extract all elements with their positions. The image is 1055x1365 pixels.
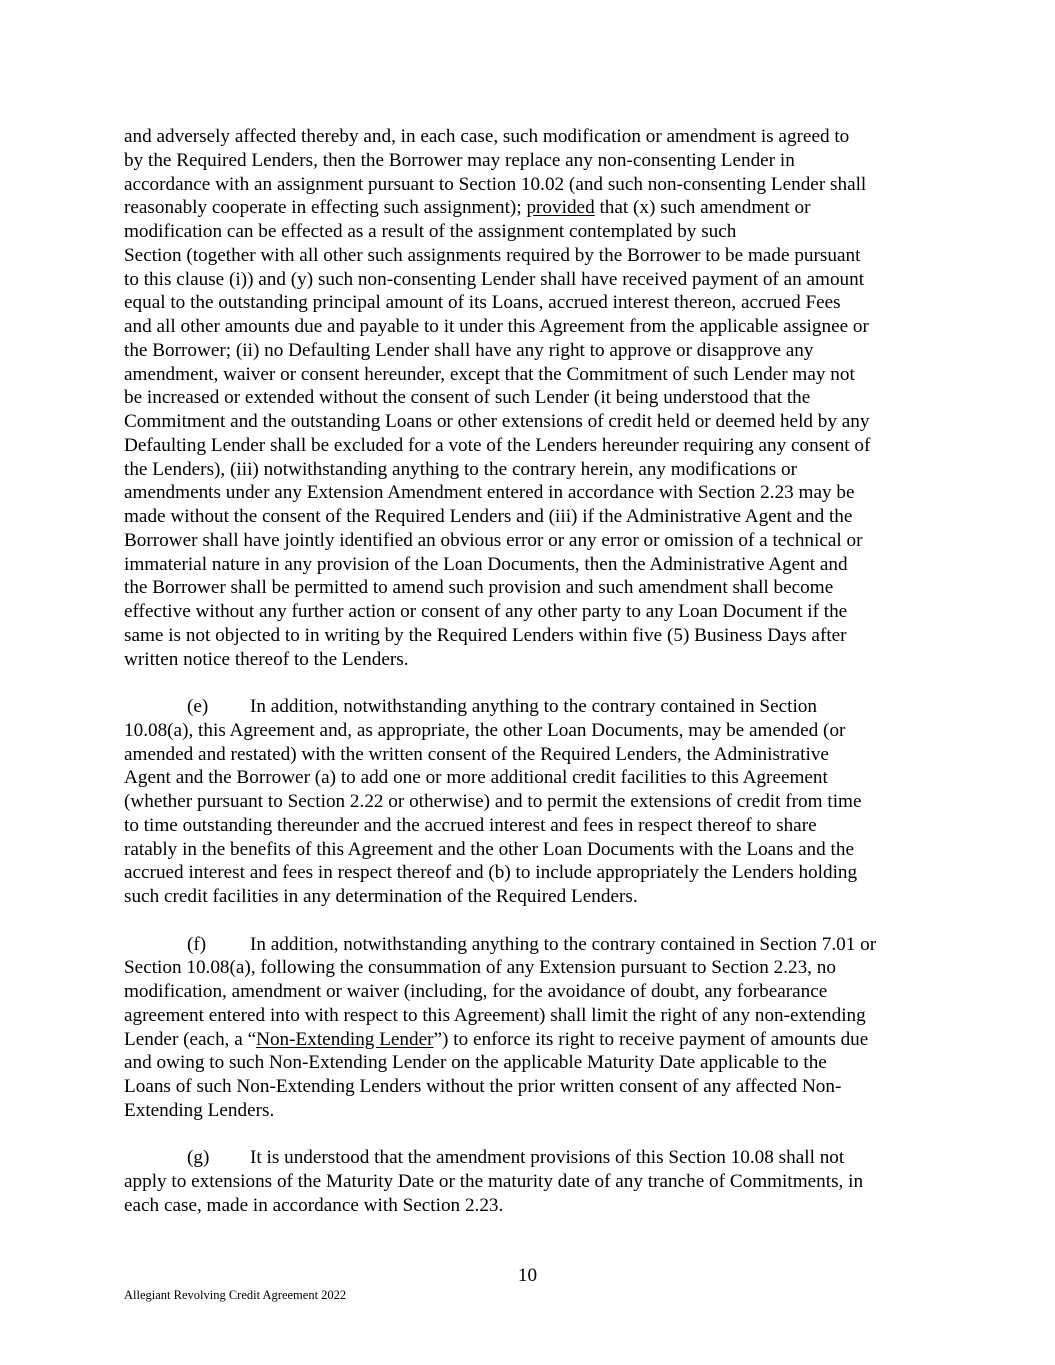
text-segment: the Borrower; (ii) no Defaulting Lender shall have any right to approve or disapprove any xyxy=(124,339,814,361)
text-segment: apply to extensions of the Maturity Date or the maturity date of any tranche of Commitments, in xyxy=(124,1171,864,1192)
text-line xyxy=(124,1051,944,1075)
defined-term: provided xyxy=(526,197,595,219)
text-line xyxy=(124,1028,944,1052)
text-segment: that (x) such amendment or xyxy=(594,197,811,219)
text-segment: by the Required Lenders, then the Borrower may replace any non-consenting Lender in xyxy=(124,149,795,171)
text-line xyxy=(124,268,944,292)
text-line xyxy=(124,600,944,624)
text-line xyxy=(124,766,944,790)
text-line xyxy=(124,885,944,909)
text-segment: equal to the outstanding principal amount of its Loans, accrued interest thereon, accrued Fees xyxy=(124,292,841,314)
text-segment: Defaulting Lender shall be excluded for a vote of the Lenders hereunder requiring any consent of xyxy=(124,434,871,456)
page-number: 10 xyxy=(517,1265,538,1286)
paragraph-g xyxy=(124,1146,944,1217)
text-segment: effective without any further action or consent of any other party to any Loan Document if the xyxy=(124,601,848,622)
text-line xyxy=(124,933,944,957)
text-line xyxy=(124,743,944,767)
text-segment: Agent and the Borrower (a) to add one or more additional credit facilities to this Agreement xyxy=(124,767,828,789)
text-segment: and all other amounts due and payable to it under this Agreement from the applicable assignee or xyxy=(124,316,869,337)
paragraph-marker: (f) xyxy=(187,933,207,955)
text-segment: In addition, notwithstanding anything to the contrary contained in Section xyxy=(250,696,817,717)
text-segment: ratably in the benefits of this Agreement and the other Loan Documents with the Loans and the xyxy=(124,838,854,860)
text-line xyxy=(124,458,944,482)
text-segment: Loans of such Non-Extending Lenders without the prior written consent of any affected Non- xyxy=(124,1076,842,1097)
text-segment: to this clause (i)) and (y) such non-consenting Lender shall have received payment of an amount xyxy=(124,268,865,290)
text-segment: and owing to such Non-Extending Lender on the applicable Maturity Date applicable to the xyxy=(124,1052,827,1074)
text-segment: same is not objected to in writing by the Required Lenders within five (5) Business Days after xyxy=(124,624,847,646)
paragraph-e xyxy=(124,695,944,909)
text-line xyxy=(124,339,944,363)
text-line xyxy=(124,624,944,648)
text-segment: In addition, notwithstanding anything to the contrary contained in Section 7.01 or xyxy=(250,933,877,955)
text-segment: be increased or extended without the consent of such Lender (it being understood that the xyxy=(124,387,811,409)
text-line xyxy=(124,410,944,434)
text-line xyxy=(124,505,944,529)
text-line xyxy=(124,1194,944,1218)
document-body xyxy=(124,125,944,1218)
text-line xyxy=(124,790,944,814)
text-line xyxy=(124,481,944,505)
text-segment: Lender (each, a “ xyxy=(124,1028,257,1050)
text-line xyxy=(124,196,944,220)
text-segment: immaterial nature in any provision of the Loan Documents, then the Administrative Agent and xyxy=(124,553,848,575)
text-segment: 10.08(a), this Agreement and, as appropriate, the other Loan Documents, may be amended (or xyxy=(124,719,846,741)
text-line xyxy=(124,695,944,719)
text-line xyxy=(124,1170,944,1194)
text-line xyxy=(124,1146,944,1170)
text-line xyxy=(124,861,944,885)
text-line xyxy=(124,980,944,1004)
text-segment: modification can be effected as a result of the assignment contemplated by such xyxy=(124,221,737,242)
text-segment: accordance with an assignment pursuant to Section 10.02 (and such non-consenting Lender shall xyxy=(124,173,867,195)
text-line xyxy=(124,244,944,268)
text-segment: Commitment and the outstanding Loans or other extensions of credit held or deemed held by any xyxy=(124,411,870,432)
text-line xyxy=(124,1099,944,1123)
text-line xyxy=(124,125,944,149)
text-segment: agreement entered into with respect to this Agreement) shall limit the right of any non-extending xyxy=(124,1004,866,1026)
text-segment: (whether pursuant to Section 2.22 or otherwise) and to permit the extensions of credit from time xyxy=(124,791,862,812)
text-line xyxy=(124,529,944,553)
text-segment: amendments under any Extension Amendment entered in accordance with Section 2.23 may be xyxy=(124,482,855,504)
text-line xyxy=(124,173,944,197)
text-segment: reasonably cooperate in effecting such assignment); xyxy=(124,197,527,219)
paragraph-marker: (e) xyxy=(187,696,209,717)
text-line xyxy=(124,434,944,458)
paragraph-f xyxy=(124,933,944,1123)
text-segment: Section (together with all other such assignments required by the Borrower to be made pursuant xyxy=(124,244,861,266)
text-segment: amended and restated) with the written consent of the Required Lenders, the Administrative xyxy=(124,743,829,765)
text-segment: made without the consent of the Required Lenders and (iii) if the Administrative Agent and the xyxy=(124,506,853,527)
text-segment: Borrower shall have jointly identified an obvious error or any error or omission of a technical or xyxy=(124,529,863,551)
text-line xyxy=(124,149,944,173)
text-line xyxy=(124,576,944,600)
text-line xyxy=(124,1004,944,1028)
text-segment: to time outstanding thereunder and the accrued interest and fees in respect thereof to share xyxy=(124,814,817,836)
text-segment: Extending Lenders. xyxy=(124,1099,275,1121)
paragraph-continuation xyxy=(124,125,944,671)
paragraph-marker: (g) xyxy=(187,1147,210,1169)
defined-term: Non-Extending Lender xyxy=(256,1028,434,1050)
text-line xyxy=(124,291,944,315)
text-segment: Section 10.08(a), following the consummation of any Extension pursuant to Section 2.23, no xyxy=(124,957,836,979)
document-footer: Allegiant Revolving Credit Agreement 2022 xyxy=(124,1288,347,1302)
text-line xyxy=(124,363,944,387)
text-line xyxy=(124,1075,944,1099)
text-segment: each case, made in accordance with Section 2.23. xyxy=(124,1194,504,1216)
text-line xyxy=(124,719,944,743)
text-line xyxy=(124,386,944,410)
text-line xyxy=(124,648,944,672)
text-segment: the Borrower shall be permitted to amend such provision and such amendment shall become xyxy=(124,577,834,599)
text-line xyxy=(124,315,944,339)
text-segment: It is understood that the amendment provisions of this Section 10.08 shall not xyxy=(250,1147,845,1169)
text-segment: such credit facilities in any determination of the Required Lenders. xyxy=(124,886,638,907)
text-segment: and adversely affected thereby and, in each case, such modification or amendment is agreed to xyxy=(124,126,850,147)
text-line xyxy=(124,220,944,244)
text-segment: written notice thereof to the Lenders. xyxy=(124,648,409,670)
text-segment: modification, amendment or waiver (including, for the avoidance of doubt, any forbearance xyxy=(124,981,828,1002)
text-line xyxy=(124,956,944,980)
text-segment: the Lenders), (iii) notwithstanding anything to the contrary herein, any modifications or xyxy=(124,458,797,480)
text-line xyxy=(124,814,944,838)
text-line xyxy=(124,838,944,862)
text-line xyxy=(124,553,944,577)
text-segment: accrued interest and fees in respect thereof and (b) to include appropriately the Lenders holding xyxy=(124,862,858,884)
text-segment: ”) to enforce its right to receive payment of amounts due xyxy=(433,1028,869,1050)
text-segment: amendment, waiver or consent hereunder, except that the Commitment of such Lender may not xyxy=(124,363,855,385)
